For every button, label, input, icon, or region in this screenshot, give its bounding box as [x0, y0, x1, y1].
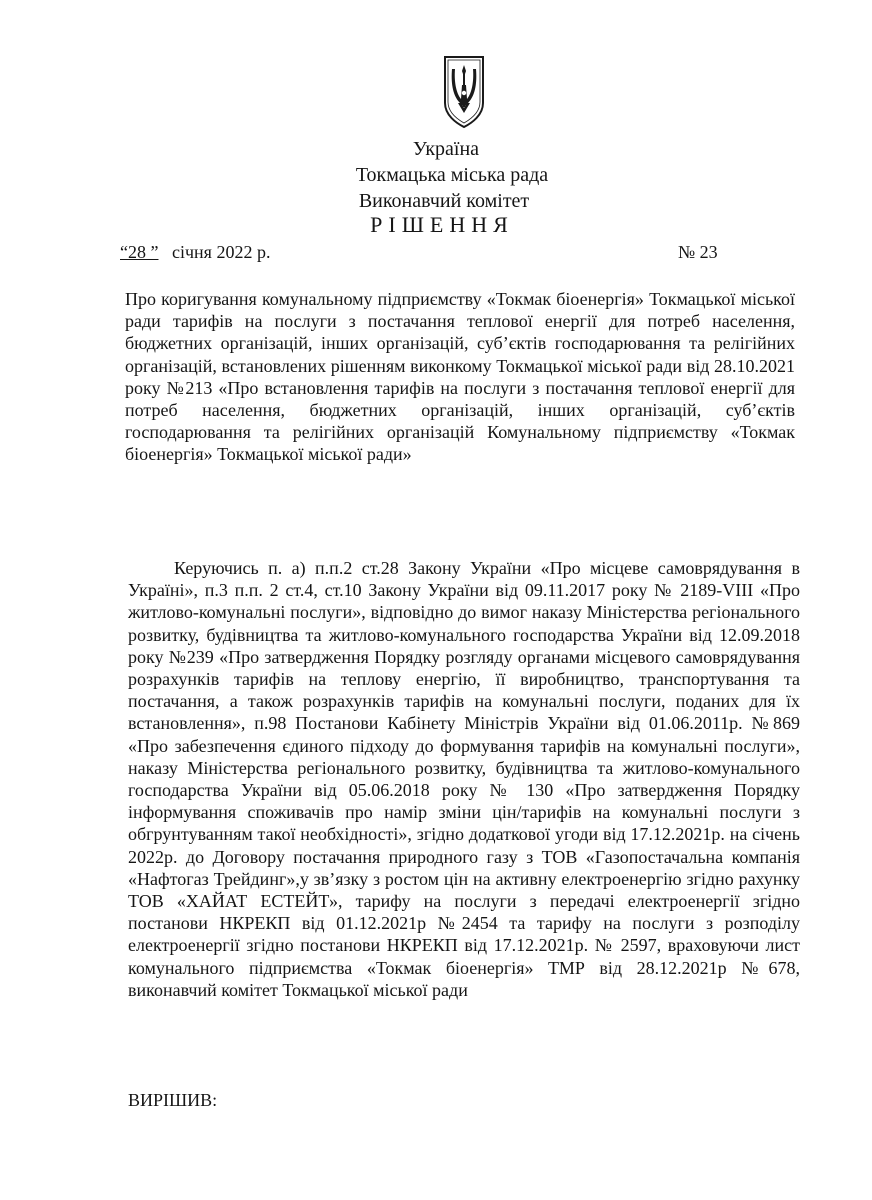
decision-date — [120, 242, 270, 263]
decision-number: № 23 — [678, 242, 718, 262]
country-name: Україна — [412, 138, 480, 160]
document-type-title: РІШЕННЯ — [370, 212, 514, 237]
date-day: “28 ” — [120, 242, 159, 262]
trident-coat-of-arms-icon — [442, 55, 486, 129]
committee-name: Виконавчий комітет — [358, 190, 530, 212]
council-name: Токмацька міська рада — [355, 164, 549, 186]
decision-subject: Про коригування комунальному підприємству «Токмак біоенергія» Токмацької міської ради тарифів на послуги з постачання теплової енергії для потреб населення, бюджетних організацій, інших організацій, суб’єктів господарювання та релігійних організацій, встановлених рішенням виконкому Токмацької міської ради від 28.10.2021 року №213 «Про встановлення тарифів на послуги з постачання теплової енергії для потреб населення, бюджетних організацій, інших організацій, суб’єктів господарювання та релігійних організацій Комунальному підприємству «Токмак біоенергія» Токмацької міської ради» — [125, 289, 795, 465]
resolved-label: ВИРІШИВ: — [128, 1090, 218, 1110]
decision-preamble: Керуючись п. а) п.п.2 ст.28 Закону України «Про місцеве самоврядування в Україні», п.3 п.п. 2 ст.4, ст.10 Закону України від 09.11.2017 року № 2189-VIII «Про житлово-комунальні послуги», відповідно до вимог наказу Міністерства регіонального розвитку, будівництва та житлово-комунального господарства України від 12.09.2018 року №239 «Про затвердження Порядку розгляду органами місцевого самоврядування розрахунків тарифів на теплову енергію, її виробництво, транспортування та постачання, а також розрахунків тарифів на комунальні послуги, поданих для їх встановлення», п.98 Постанови Кабінету Міністрів України від 01.06.2011р. №869 «Про забезпечення єдиного підходу до формування тарифів на комунальні послуги», наказу Міністерства регіонального розвитку, будівництва та житлово-комунального господарства України від 05.06.2018 року № 130 «Про затвердження Порядку інформування споживачів про намір зміни цін/тарифів на комунальні послуги з обгрунтуванням такої необхідності», згідно додаткової угоди від 17.12.2021р. на січень 2022р. до Договору постачання природного газу з ТОВ «Газопостачальна компанія «Нафтогаз Трейдинг»,у зв’язку з ростом цін на активну електроенергію згідно рахунку ТОВ «ХАЙАТ ЕСТЕЙТ», тарифу на послуги з передачі електроенергії згідно постанови НКРЕКП від 01.12.2021р №2454 та тарифу на послуги з розподілу електроенергії згідно постанови НКРЕКП від 17.12.2021р. № 2597, враховуючи лист комунального підприємства «Токмак біоенергія» ТМР від 28.12.2021р №678, виконавчий комітет Токмацької міської ради — [128, 558, 800, 1000]
date-month-year: січня 2022 р. — [171, 242, 271, 262]
